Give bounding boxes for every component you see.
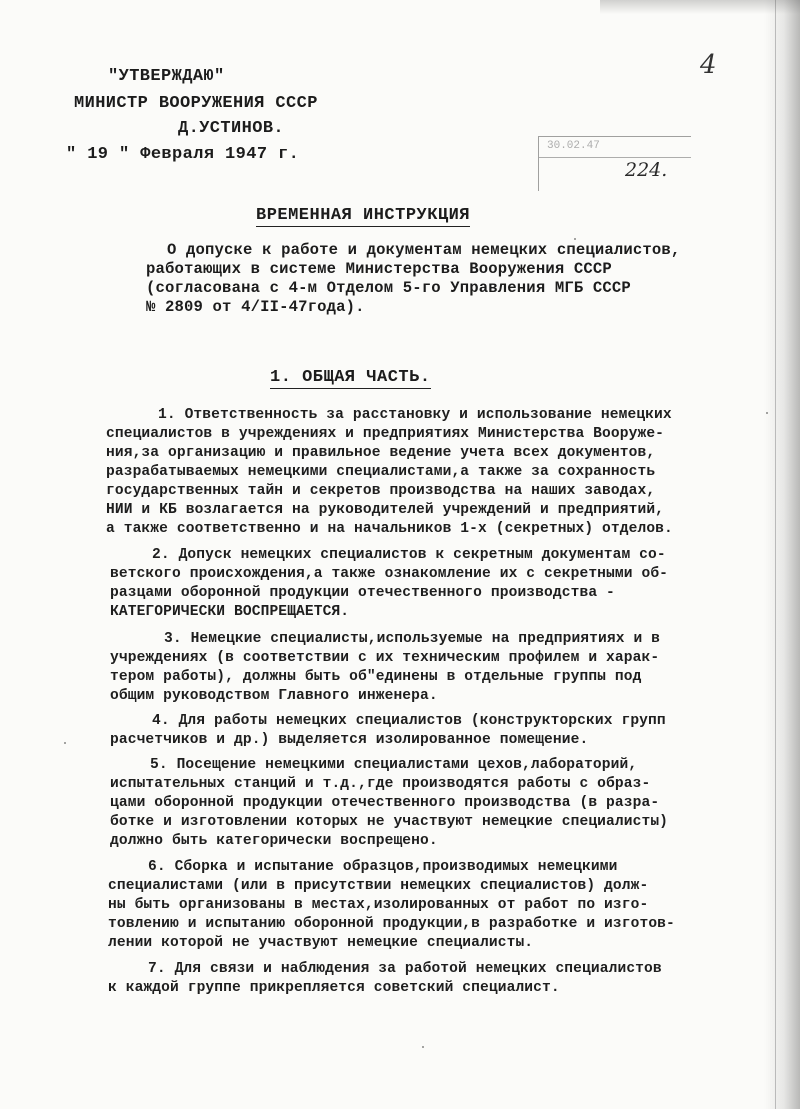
section-title: 1. ОБЩАЯ ЧАСТЬ. bbox=[270, 368, 431, 387]
text-line: разрабатываемых немецкими специалистами,а также за сохранность bbox=[106, 464, 656, 480]
text-line: ботке и изготовлении которых не участвуют немецкие специалисты) bbox=[110, 814, 669, 830]
approval-position: МИНИСТР ВООРУЖЕНИЯ СССР bbox=[74, 94, 318, 113]
text-line: 1. Ответственность за расстановку и использование немецких bbox=[158, 407, 672, 423]
text-line: ны быть организованы в местах,изолированных от работ по изго- bbox=[108, 897, 649, 913]
stamp-registration-number: 224. bbox=[625, 159, 668, 181]
text-line: общим руководством Главного инженера. bbox=[110, 688, 438, 704]
text-line: специалистами (или в присутствии немецких специалистов) долж- bbox=[108, 878, 649, 894]
text-line: товлению и испытанию оборонной продукции,в разработке и изготов- bbox=[108, 916, 675, 932]
subtitle-line: работающих в системе Министерства Вооружения СССР bbox=[146, 260, 612, 278]
text-line: цами оборонной продукции отечественного производства (в разра- bbox=[110, 795, 660, 811]
subtitle-line: № 2809 от 4/II-47года). bbox=[146, 298, 365, 316]
text-line: 7. Для связи и наблюдения за работой немецких специалистов bbox=[148, 961, 662, 977]
approval-signatory: Д.УСТИНОВ. bbox=[178, 119, 285, 138]
scan-speck bbox=[422, 1046, 424, 1048]
document-title: ВРЕМЕННАЯ ИНСТРУКЦИЯ bbox=[256, 206, 471, 225]
text-line: 5. Посещение немецкими специалистами цехов,лабораторий, bbox=[150, 757, 638, 773]
registration-stamp bbox=[538, 136, 691, 191]
text-line: 3. Немецкие специалисты,используемые на предприятиях и в bbox=[164, 631, 661, 647]
scan-speck bbox=[766, 412, 768, 414]
scan-top-shadow bbox=[600, 0, 800, 14]
stamp-divider bbox=[539, 157, 691, 158]
stamp-faint-text: 30.02.47 bbox=[547, 140, 600, 152]
text-line: специалистов в учреждениях и предприятиях Министерства Вооруже- bbox=[106, 426, 665, 442]
scan-speck bbox=[574, 238, 576, 240]
text-line: 4. Для работы немецких специалистов (конструкторских групп bbox=[152, 713, 666, 729]
text-line: государственных тайн и секретов производства на наших заводах, bbox=[106, 483, 656, 499]
scan-edge-shadow bbox=[764, 0, 800, 1109]
text-line: 6. Сборка и испытание образцов,производимых немецкими bbox=[148, 859, 618, 875]
approval-date: " 19 " Февраля 1947 г. bbox=[66, 145, 300, 164]
scan-speck bbox=[64, 742, 66, 744]
text-line: КАТЕГОРИЧЕСКИ ВОСПРЕЩАЕТСЯ. bbox=[110, 604, 350, 620]
text-line: к каждой группе прикрепляется советский специалист. bbox=[108, 980, 560, 996]
text-line: 2. Допуск немецких специалистов к секретным документам со- bbox=[152, 547, 666, 563]
text-line: а также соответственно и на начальников 1-х (секретных) отделов. bbox=[106, 521, 673, 537]
text-line: ния,за организацию и правильное ведение учета всех документов, bbox=[106, 445, 656, 461]
subtitle-line: (согласована с 4-м Отделом 5-го Управления МГБ СССР bbox=[146, 279, 631, 297]
text-line: учреждениях (в соответствии с их техническим профилем и харак- bbox=[110, 650, 660, 666]
text-line: НИИ и КБ возлагается на руководителей учреждений и предприятий, bbox=[106, 502, 665, 518]
text-line: расчетчиков и др.) выделяется изолированное помещение. bbox=[110, 732, 589, 748]
text-line: лении которой не участвуют немецкие специалисты. bbox=[108, 935, 534, 951]
text-line: испытательных станций и т.д.,где производятся работы с образ- bbox=[110, 776, 651, 792]
text-line: должно быть категорически воспрещено. bbox=[110, 833, 438, 849]
handwritten-page-number: 4 bbox=[700, 50, 717, 80]
subtitle-line: О допуске к работе и документам немецких специалистов, bbox=[167, 241, 681, 259]
text-line: разцами оборонной продукции отечественного производства - bbox=[110, 585, 615, 601]
text-line: ветского происхождения,а также ознакомление их с секретными об- bbox=[110, 566, 669, 582]
scan-edge-line bbox=[775, 0, 776, 1109]
text-line: тером работы), должны быть об"единены в отдельные группы под bbox=[110, 669, 642, 685]
approval-heading: "УТВЕРЖДАЮ" bbox=[108, 67, 225, 86]
